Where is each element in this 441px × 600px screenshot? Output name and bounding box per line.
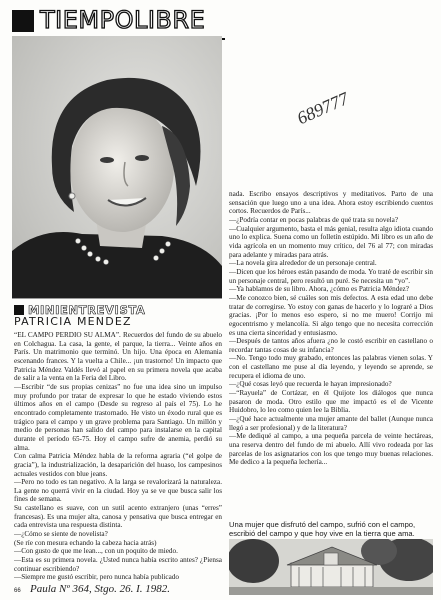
paragraph: Su castellano es suave, con un sutil acento extranjero (unas “erres” francesas). Es una mujer alta, canosa y pensativa que busca entregar en cada entrevista una respuesta distinta. [14,504,222,530]
portrait-photo [12,36,222,299]
section-square-icon [14,305,24,315]
paragraph: —Ya hablamos de su libro. Ahora, ¿cómo es Patricia Méndez? [229,285,409,294]
interviewee-name: PATRICIA MENDEZ [14,315,132,328]
paragraph: —La novela gira alrededor de un personaje central. [229,259,377,268]
portrait-illustration [12,36,222,298]
section-label: MINIENTREVISTA [28,303,146,317]
paragraph: —“Rayuela” de Cortázar, en él Quijote los diálogos que nunca pasaron de moda. Otro estilo que me impactó es el de Vicente Huidobro, lo leo como quien lee la Biblia. [229,389,433,415]
paragraph: —Dicen que los héroes están pasando de moda. Yo traté de escribir sin un personaje central, pero resultó un puré. Se necesita un “yo”. [229,267,433,285]
handwritten-source-note: Paula Nº 364, Stgo. 26. I. 1982. [30,583,170,595]
paragraph: —Siempre me gustó escribir, pero nunca había publicado [14,573,179,582]
paragraph: —Con gusto de que me lean..., con un poquito de miedo. [14,547,178,556]
photo-caption: Una mujer que disfrutó del campo, sufrió con el campo, escribió del campo y que hoy vive en la tierra que ama. [229,520,416,538]
paragraph: —¿Podría contar en pocas palabras de qué trata su novela? [229,215,399,224]
article-column-left [14,331,222,589]
paragraph: —Escribir “de sus propias cenizas” no fue una idea sino un impulso muy profundo por tratar de expresar lo que he estado viviendo estos últimos años en el campo (Desde su regreso al país el 75). Lo he encontrado completamente trastornado. He visto un éxodo rural que es trágico para el campo y un grave problema para Santiago. Un millón y medio de personas han salido del campo para instalarse en la capital durante el período 65-75. Hoy el campo sufre de anemia, perdió su alma. [14,382,222,452]
article-column-right [229,190,433,520]
paragraph: —¿Cómo se siente de novelista? [14,530,108,539]
header-title: TIEMPOLIBRE [40,6,206,34]
page-number: 66 [14,588,21,594]
paragraph: —Cualquier argumento, basta el más genial, resulta algo idiota cuando uno lo explica. Suena como un folletín estúpido. Mi libro es un año de vida agrícola en un momento muy crítico, del 76 al 77; con miradas para adelante y miradas para atrás. [229,224,433,259]
paragraph: —¿Qué cosas leyó que recuerda le hayan impresionado? [229,380,392,389]
paragraph: —Me dediqué al campo, a una pequeña parcela de veinte hectáreas, una reserva dentro del fundo de mi abuelo. Allí vivo rodeada por las parcelas de los asignatarios con los que tengo muy buenas relaciones. Me dedico a la pequeña lechería... [229,432,433,467]
paragraph: —Pero no todo es tan negativo. A la larga se revalorizará la naturaleza. La gente no querrá vivir en la ciudad. Hoy ya se ve que busca salir los fines de semana. [14,478,222,504]
house-illustration [229,539,433,595]
handwritten-archive-code: 689777 [294,88,352,129]
paragraph: —Me conozco bien, sé cuáles son mis defectos. A esta edad uno debe tratar de corregirse. Yo estoy con ganas de hacerlo y lo lograré a Dios gracias. ¡Por lo menos eso espero, si no me muero! Corrijo mi egocentrismo y melancolía. Si algo tengo que no necesita corrección es una cierta sinceridad y entusiasmo. [229,293,433,337]
section-header [12,8,222,34]
paragraph: Con calma Patricia Méndez habla de la reforma agraria (“el golpe de gracia”), la industrialización, la desaparición del huaso, los campesinos actuales vestidos con blue jeans. [14,452,222,478]
paragraph: —Después de tantos años afuera ¿no le costó escribir en castellano o recordar tantas cosas de su infancia? [229,337,433,354]
paragraph: —No. Tengo todo muy grabado, entonces las palabras vienen solas. Y con el castellano me puse al día leyendo, y leyendo se aprende, se recupera el idioma de uno. [229,354,433,380]
house-photo [229,539,433,595]
paragraph: —¿Qué hace actualmente una mujer amante del ballet (Aunque nunca llegó a ser profesional) y de la literatura? [229,415,433,432]
paragraph: nada. Escribo ensayos descriptivos y meditativos. Parto de una sensación que luego uno a una idea. Ahora estoy escribiendo cuentos cortos. Recuerdos de París... [229,190,433,216]
paragraph: “EL CAMPO PERDIO SU ALMA”. Recuerdos del fundo de su abuelo en Colchagua. La casa, la gente, el parque, la tierra... Veinte años en París. Un matrimonio que terminó. Un hijo. Una época en Alemania escenando frances. Y la vuelta a Chile... ¡un trastorno! Un impacto que Patricia Méndez Valdés llevó al papel en su primera novela que acaba de salir a la venta en la Feria del Libro. [14,331,222,383]
paragraph: (Se ríe con mesura echando la cabeza hacia atrás) [14,538,157,547]
header-square-icon [12,10,34,32]
paragraph: —Esta es su primera novela. ¿Usted nunca había escrito antes? ¿Piensa continuar escribiendo? [14,556,222,573]
